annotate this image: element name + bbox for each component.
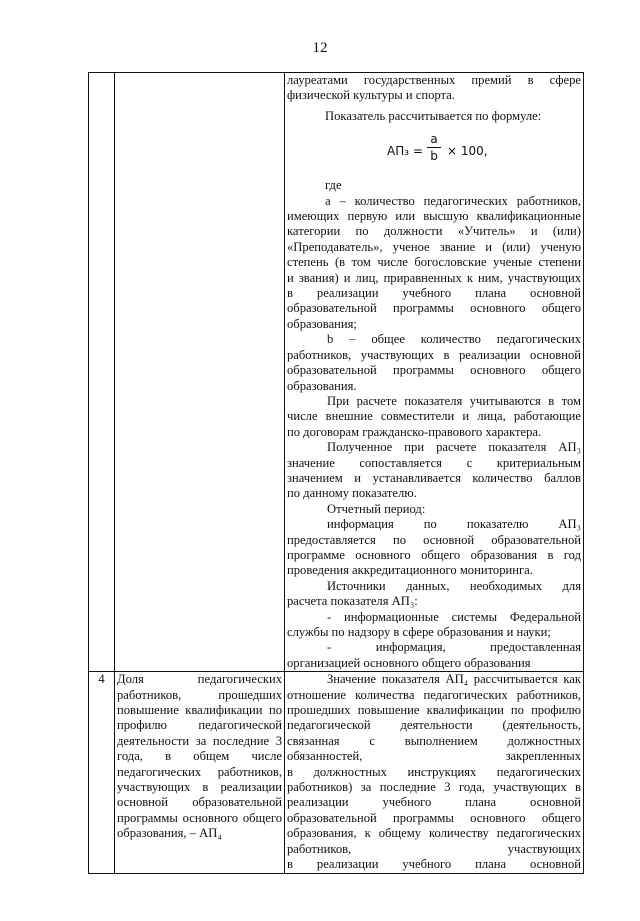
text-line: Доля педагогических [117,672,282,687]
formula-fraction [427,132,441,163]
text-line: службы по надзору в сфере образования и науки; [287,625,551,639]
text-line: образовательной программы основного общего [287,301,581,316]
text-line: образования. [287,378,357,393]
where-label: где [325,178,342,193]
text-line: числе внешние совместители и лица, работающие [287,409,581,424]
text-line: участвующих в реализации [117,780,282,795]
text-line: проведения аккредитационного мониторинга. [287,563,533,578]
row-number: 4 [89,672,115,873]
text-line: педагогической деятельности (деятельность, [287,718,581,733]
text-line: отношение количества педагогических работников, [287,687,581,702]
cell-indicator-description [285,672,584,873]
text-line: образования; [287,316,357,331]
text-line: значением и устанавливается количество баллов [287,470,581,485]
text-line: «Преподаватель», ученое звание и (или) ученую [287,239,581,254]
text-line: предоставляется по основной образовательной [287,532,581,547]
text-line: Значение показателя АП₄ рассчитывается как [327,672,581,687]
text-line: прошедших повышение квалификации по профилю [287,703,581,718]
formula-rhs: × 100, [447,144,488,159]
text-line: При расчете показателя учитываются в том [327,393,581,408]
text-line: в должностных инструкциях педагогических [287,764,581,779]
text-line: деятельности за последние 3 [117,733,282,748]
text-line: категории по должности «Учитель» и (или) [287,224,581,239]
table-row-4 [89,672,584,873]
text-line: Полученное при расчете показателя АП₃ [327,440,581,455]
formula-lhs: АП₃ = [387,144,423,159]
text-line: реализации учебного плана основной [287,795,581,810]
table-row-continuation [89,73,584,672]
page-number: 12 [312,40,328,56]
cell-description-continuation [285,73,584,672]
cell-number-empty [89,73,115,672]
text-line: и звания) и лиц, приравненных к ним, участвующих [287,270,581,285]
text-line: основной образовательной [117,795,282,810]
text-line: образовательной программы основного общего [287,363,581,378]
text-line: образования, – АП₄ [117,826,222,841]
indicator-table [88,72,584,874]
text-line: работников, прошедших [117,687,282,702]
cell-name-empty [115,73,285,672]
formula-ap3 [287,132,581,172]
formula-numerator: a [430,132,438,147]
text-line: расчета показателя АП₃: [287,594,418,609]
text-line: программе основного общего образования в год [287,547,581,562]
text-line: организацией основного общего образования [287,655,531,670]
text-line: - информационные системы Федеральной [327,609,581,624]
text-line: в реализации учебного плана основной [287,857,581,872]
formula-intro: Показатель рассчитывается по формуле: [325,108,542,123]
text-line: работников) за последние 3 года, участвующих в [287,780,581,795]
text-line: в реализации учебного плана основной [287,286,581,301]
text-line: повышение квалификации по [117,703,282,718]
formula-denominator: b [430,149,438,164]
text-line: значение сопоставляется с критериальным [287,455,581,470]
text-line: образования, к общему количеству педагогических [287,826,581,841]
text-line: педагогических работников, [117,764,282,779]
text-line: образовательной программы основного общего [287,810,581,825]
text-line: работников, участвующих [287,841,581,856]
text-line: Отчетный период: [327,501,426,516]
text-line: - информация, предоставленная [327,640,581,655]
text-line: по договорам гражданско-правового характера. [287,424,542,439]
text-line: степень (в том числе богословские ученые степени [287,255,581,270]
text-line: программы основного общего [117,810,282,825]
text-line: физической культуры и спорта. [287,88,455,103]
text-line: работников, участвующих в реализации основной [287,347,581,362]
text-line: лауреатами государственных премий в сфере [287,73,581,87]
cell-indicator-name [115,672,285,873]
text-line: профилю педагогической [117,718,282,733]
text-line: года, в общем числе [117,749,282,764]
text-line: по данному показателю. [287,486,417,501]
text-line: а – количество педагогических работников, [325,193,581,208]
text-line: имеющих первую или высшую квалификационные [287,209,581,224]
text-line: обязанностей, закрепленных [287,749,581,764]
text-line: b – общее количество педагогических [327,332,581,347]
text-line: Источники данных, необходимых для [327,578,581,593]
text-line: связанная с выполнением должностных [287,733,581,748]
text-line: информация по показателю АП₃ [327,517,581,532]
